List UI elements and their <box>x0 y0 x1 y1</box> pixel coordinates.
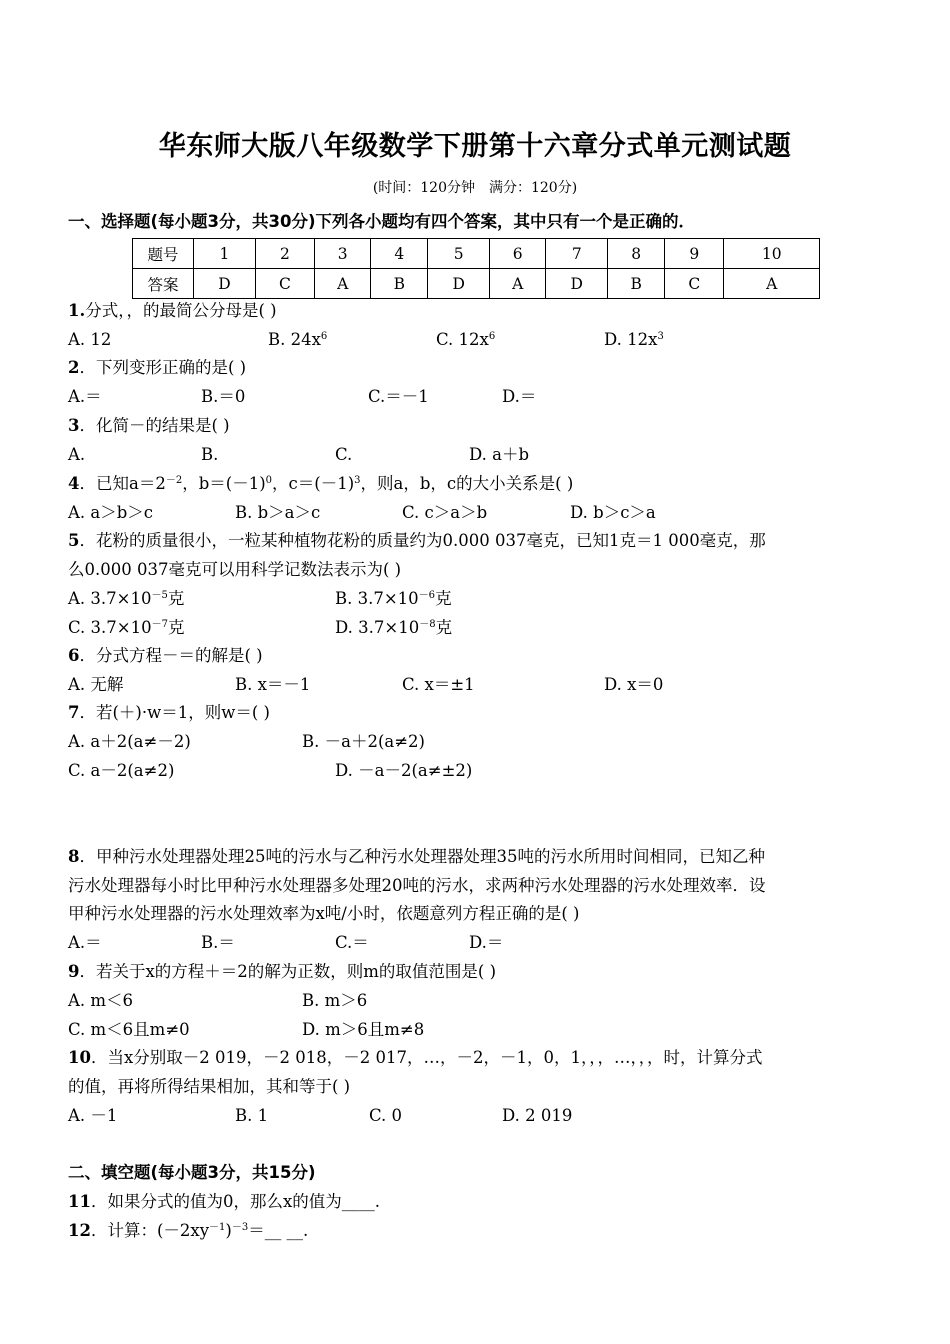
option-text: C. 12x <box>436 330 489 349</box>
option-a: A. 无解 <box>68 675 124 694</box>
superscript: －7 <box>151 619 168 630</box>
table-cell: 8 <box>608 239 665 269</box>
section-1-heading: 一、选择题(每小题3分，共30分)下列各小题均有四个答案，其中只有一个是正确的． <box>68 212 696 231</box>
option-b: B. b＞a＞c <box>235 503 321 522</box>
option-d: D.＝ <box>469 933 504 952</box>
option-b: B. 1 <box>235 1106 269 1125</box>
option-c: C.＝ <box>335 933 369 952</box>
superscript: －5 <box>151 590 168 601</box>
question-12 <box>68 1220 308 1242</box>
option-text: C. 3.7×10 <box>68 618 152 637</box>
question-text: ) <box>225 1221 232 1240</box>
table-cell: B <box>371 269 428 299</box>
option-d <box>604 329 664 351</box>
option-b <box>335 588 452 610</box>
question-2 <box>68 357 246 379</box>
question-text: ．若关于x的方程＋＝2的解为正数，则m的取值范围是( ) <box>79 962 497 981</box>
superscript: 3 <box>657 331 664 342</box>
option-text: 克 <box>167 589 185 608</box>
table-row <box>133 269 820 299</box>
question-text: ，则a，b，c的大小关系是( ) <box>360 474 574 493</box>
option-c: C. 0 <box>369 1106 403 1125</box>
question-number: 10 <box>68 1048 91 1067</box>
option-b: B. <box>201 445 219 464</box>
question-text: ．当x分别取－2 019，－2 018，－2 017，…，－2，－1，0，1，，，…，，，时，计算分式 <box>90 1048 763 1067</box>
question-text: ．下列变形正确的是( ) <box>79 358 247 377</box>
section-2-heading: 二、填空题(每小题3分，共15分) <box>68 1163 316 1182</box>
question-8 <box>68 846 765 868</box>
table-header-cell: 答案 <box>133 269 194 299</box>
table-cell: C <box>255 269 314 299</box>
question-text: ．若(＋)·w＝1，则w＝( ) <box>79 703 270 722</box>
question-1 <box>68 300 277 322</box>
option-text: B. 24x <box>268 330 321 349</box>
option-text: D. 12x <box>604 330 658 349</box>
question-3 <box>68 415 230 437</box>
question-number: 8 <box>68 847 80 866</box>
option-d: D. b＞c＞a <box>570 503 656 522</box>
question-10-continued: 的值，再将所得结果相加，其和等于( ) <box>68 1077 351 1096</box>
option-a: A. 12 <box>68 330 112 349</box>
question-text: ．已知a＝2 <box>79 474 166 493</box>
superscript: 0 <box>265 475 273 486</box>
option-c: C. <box>335 445 353 464</box>
answer-table <box>132 238 820 299</box>
question-text: ．花粉的质量很小，一粒某种植物花粉的质量约为0.000 037毫克，已知1克＝1 000毫克，那 <box>79 531 766 550</box>
table-cell: 1 <box>194 239 256 269</box>
superscript: －3 <box>231 1222 249 1233</box>
question-7 <box>68 702 270 724</box>
option-text: D. 3.7×10 <box>335 618 420 637</box>
question-number: 11 <box>68 1192 91 1211</box>
option-d: D. a＋b <box>469 445 530 464</box>
table-cell: 10 <box>724 239 820 269</box>
option-c: C.＝－1 <box>368 387 429 406</box>
table-cell: 7 <box>546 239 608 269</box>
table-cell: 2 <box>255 239 314 269</box>
option-text: 克 <box>435 618 453 637</box>
question-8-continued: 甲种污水处理器的污水处理效率为x吨/小时，依题意列方程正确的是( ) <box>68 904 580 923</box>
option-text: 克 <box>435 589 452 608</box>
question-number: 3 <box>68 416 80 435</box>
table-cell: D <box>546 269 608 299</box>
table-cell: 9 <box>665 239 724 269</box>
option-b: B. x＝－1 <box>235 675 311 694</box>
question-8-continued: 污水处理器每小时比甲种污水处理器多处理20吨的污水，求两种污水处理器的污水处理效率．设 <box>68 876 766 895</box>
table-cell: D <box>428 269 490 299</box>
option-c: C. x＝±1 <box>402 675 475 694</box>
page-title: 华东师大版八年级数学下册第十六章分式单元测试题 <box>158 131 792 162</box>
option-b: B. m＞6 <box>302 991 368 1010</box>
option-a <box>68 588 184 610</box>
superscript: 6 <box>488 331 496 342</box>
question-text: ．计算：(－2xy <box>90 1221 210 1240</box>
table-row <box>133 239 820 269</box>
question-number: 2 <box>68 358 80 377</box>
question-number: 6 <box>68 646 80 665</box>
question-text: ，c＝(－1) <box>272 474 355 493</box>
superscript: －6 <box>418 590 436 601</box>
option-d: D.＝ <box>502 387 537 406</box>
exam-subtitle: (时间：120分钟 满分：120分) <box>372 180 578 196</box>
option-a: A.＝ <box>68 387 102 406</box>
superscript: 6 <box>320 331 328 342</box>
option-b <box>268 329 327 351</box>
superscript: －8 <box>419 619 436 630</box>
question-number: 1. <box>68 301 86 320</box>
option-text: A. 3.7×10 <box>68 589 152 608</box>
question-11 <box>68 1191 380 1213</box>
option-d <box>335 617 452 639</box>
option-d: D. －a－2(a≠±2) <box>335 761 473 780</box>
option-text: 克 <box>167 618 185 637</box>
superscript: －2 <box>165 475 183 486</box>
question-5 <box>68 530 766 552</box>
option-d: D. 2 019 <box>502 1106 573 1125</box>
question-number: 5 <box>68 531 80 550</box>
option-b: B.＝0 <box>201 387 246 406</box>
superscript: －1 <box>209 1222 226 1233</box>
question-5-continued: 么0.000 037毫克可以用科学记数法表示为( ) <box>68 560 402 579</box>
question-4 <box>68 473 573 495</box>
table-cell: A <box>315 269 371 299</box>
option-a: A. a＞b＞c <box>68 503 154 522</box>
table-cell: 4 <box>371 239 428 269</box>
table-cell: D <box>194 269 256 299</box>
question-text: ，b＝(－1) <box>182 474 266 493</box>
question-number: 12 <box>68 1221 91 1240</box>
table-cell: A <box>490 269 546 299</box>
option-a: A.＝ <box>68 933 102 952</box>
table-header-cell: 题号 <box>133 239 194 269</box>
question-text: ＝__ __. <box>248 1221 309 1240</box>
question-number: 4 <box>68 474 80 493</box>
question-10 <box>68 1047 762 1069</box>
question-9 <box>68 961 496 983</box>
table-cell: 5 <box>428 239 490 269</box>
question-text: ．甲种污水处理器处理25吨的污水与乙种污水处理器处理35吨的污水所用时间相同，已知乙种 <box>79 847 765 866</box>
option-c: C. m＜6且m≠0 <box>68 1020 190 1039</box>
option-text: B. 3.7×10 <box>335 589 419 608</box>
table-cell: 6 <box>490 239 546 269</box>
superscript: 3 <box>354 475 361 486</box>
question-text: ．化简－的结果是( ) <box>79 416 230 435</box>
table-cell: B <box>608 269 665 299</box>
option-b: B. －a＋2(a≠2) <box>302 732 425 751</box>
option-a: A. <box>68 445 86 464</box>
question-text: ．分式方程－＝的解是( ) <box>79 646 263 665</box>
option-c <box>68 617 184 639</box>
option-c: C. c＞a＞b <box>402 503 488 522</box>
question-6 <box>68 645 263 667</box>
option-c <box>436 329 495 351</box>
question-text: 分式，，的最简公分母是( ) <box>85 301 277 320</box>
option-a: A. m＜6 <box>68 991 134 1010</box>
question-number: 7 <box>68 703 80 722</box>
option-d: D. m＞6且m≠8 <box>302 1020 425 1039</box>
question-text: ．如果分式的值为0，那么x的值为____. <box>90 1192 381 1211</box>
table-cell: A <box>724 269 820 299</box>
option-c: C. a－2(a≠2) <box>68 761 175 780</box>
option-a: A. －1 <box>68 1106 118 1125</box>
option-a: A. a＋2(a≠－2) <box>68 732 191 751</box>
table-cell: 3 <box>315 239 371 269</box>
option-b: B.＝ <box>201 933 235 952</box>
option-d: D. x＝0 <box>604 675 664 694</box>
question-number: 9 <box>68 962 80 981</box>
table-cell: C <box>665 269 724 299</box>
